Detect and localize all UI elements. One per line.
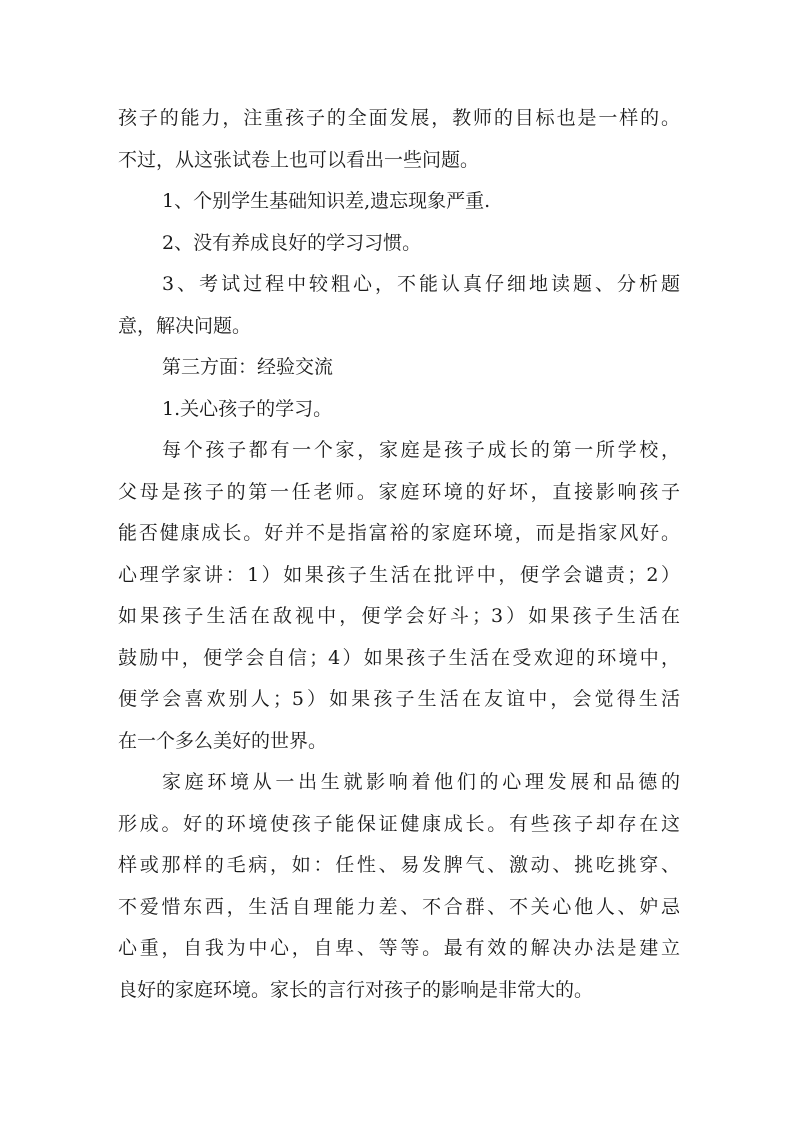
text-line: 能否健康成长。好并不是指富裕的家庭环境，而是指家风好。 — [118, 522, 680, 544]
text-line: 如果孩子生活在敌视中，便学会好斗；3）如果孩子生活在 — [118, 605, 680, 627]
document-body — [118, 98, 680, 1011]
text-line: 在一个多么美好的世界。 — [118, 729, 328, 752]
text-line: 家庭环境从一出生就影响着他们的心理发展和品德的 — [162, 771, 680, 793]
text-line: 形成。好的环境使孩子能保证健康成长。有些孩子却存在这 — [118, 812, 680, 835]
text-line: 不过，从这张试卷上也可以看出一些问题。 — [118, 148, 480, 171]
text-line: 孩子的能力，注重孩子的全面发展，教师的目标也是一样的。 — [118, 107, 680, 129]
text-line: 父母是孩子的第一任老师。家庭环境的好坏，直接影响孩子 — [118, 480, 680, 503]
section-heading: 第三方面：经验交流 — [162, 356, 334, 378]
text-line: 心重，自我为中心，自卑、等等。最有效的解决办法是建立 — [118, 937, 680, 959]
text-line: 样或那样的毛病，如：任性、易发脾气、激动、挑吃挑穿、 — [118, 854, 680, 876]
text-line: 鼓励中，便学会自信；4）如果孩子生活在受欢迎的环境中， — [118, 646, 680, 669]
text-line: 意，解决问题。 — [118, 314, 252, 337]
list-item: 2、没有养成良好的学习习惯。 — [162, 231, 422, 254]
list-item: 1、个别学生基础知识差,遗忘现象严重. — [162, 190, 491, 212]
text-line: 便学会喜欢别人；5）如果孩子生活在友谊中，会觉得生活 — [118, 688, 680, 710]
text-line: 心理学家讲：1）如果孩子生活在批评中，便学会谴责；2） — [118, 563, 680, 586]
text-line: 每个孩子都有一个家，家庭是孩子成长的第一所学校， — [162, 439, 680, 461]
text-line: 良好的家庭环境。家长的言行对孩子的影响是非常大的。 — [118, 978, 594, 1001]
list-item: 3、考试过程中较粗心，不能认真仔细地读题、分析题 — [162, 273, 680, 295]
text-line: 不爱惜东西，生活自理能力差、不合群、不关心他人、妒忌 — [118, 895, 680, 918]
subsection-heading: 1.关心孩子的学习。 — [162, 397, 333, 420]
